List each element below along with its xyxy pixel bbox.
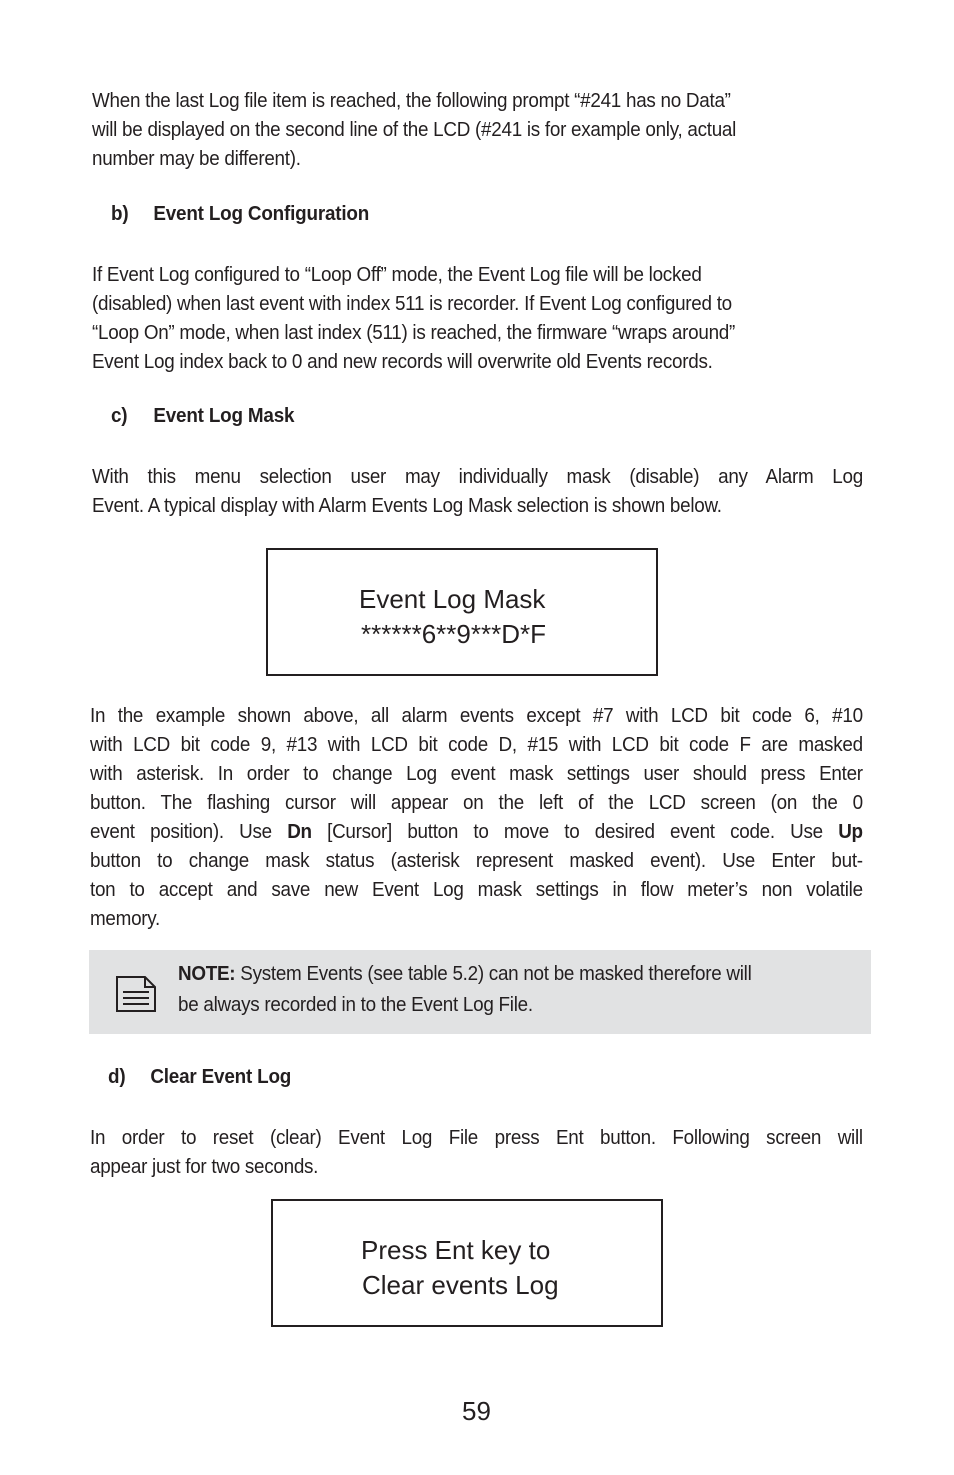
page-number: 59 (462, 1396, 491, 1426)
text-line: In the example shown above, all alarm events except #7 with LCD bit code 6, #10 (90, 704, 863, 727)
lcd-line-1: Press Ent key to (361, 1235, 551, 1265)
text-line (178, 958, 859, 989)
section-title: Clear Event Log (150, 1065, 292, 1088)
text-line: number may be different). (92, 147, 301, 170)
section-c-explanation-paragraph (90, 701, 863, 933)
section-b-paragraph (92, 260, 872, 376)
text-line: ton to accept and save new Event Log mask settings in flow meter’s non volatile (90, 878, 863, 901)
section-d-paragraph (90, 1123, 863, 1181)
text-line: When the last Log file item is reached, the following prompt “#241 has no Data” (92, 89, 731, 112)
text-run: event position). Use (90, 820, 288, 843)
section-label: b) (111, 202, 129, 225)
text-line: “Loop On” mode, when last index (511) is reached, the firmware “wraps around” (92, 321, 736, 344)
text-line: with LCD bit code 9, #13 with LCD bit code D, #15 with LCD bit code F are masked (90, 733, 863, 756)
text-line: With this menu selection user may individually mask (disable) any Alarm Log (92, 465, 863, 488)
note-text (178, 958, 859, 1020)
section-d-heading (108, 1065, 291, 1089)
section-c-heading (111, 404, 294, 428)
lcd-line-2: ******6**9***D*F (361, 619, 546, 649)
intro-paragraph (92, 86, 863, 173)
section-title: Event Log Configuration (153, 202, 370, 225)
lcd-line-2: Clear events Log (362, 1270, 559, 1300)
note-icon (115, 975, 157, 1013)
text-line: memory. (90, 907, 161, 930)
text-line: Event Log index back to 0 and new records will overwrite old Events records. (92, 350, 713, 373)
note-label: NOTE: (178, 962, 236, 985)
lcd-display-clear-event-log (271, 1199, 663, 1327)
text-line: appear just for two seconds. (90, 1155, 319, 1178)
text-line: be always recorded in to the Event Log File. (178, 993, 533, 1016)
text-line: (disabled) when last event with index 511 is recorder. If Event Log configured to (92, 292, 732, 315)
dn-key-label: Dn (287, 820, 312, 843)
section-c-paragraph (92, 462, 863, 520)
text-run: System Events (see table 5.2) can not be masked therefore will (235, 962, 752, 985)
text-line (90, 817, 863, 846)
text-line: Event. A typical display with Alarm Events Log Mask selection is shown below. (92, 494, 722, 517)
section-title: Event Log Mask (153, 404, 295, 427)
text-line: button. The flashing cursor will appear on the left of the LCD screen (on the 0 (90, 791, 863, 814)
text-run: [Cursor] button to move to desired event code. Use (311, 820, 839, 843)
text-line: with asterisk. In order to change Log event mask settings user should press Enter (90, 762, 863, 785)
text-line: button to change mask status (asterisk represent masked event). Use Enter but- (90, 849, 863, 872)
section-b-heading (111, 202, 369, 226)
lcd-line-1: Event Log Mask (359, 584, 546, 614)
section-label: c) (111, 404, 128, 427)
lcd-display-event-log-mask (266, 548, 658, 676)
text-line: will be displayed on the second line of the LCD (#241 is for example only, actual (92, 118, 737, 141)
up-key-label: Up (838, 820, 863, 843)
section-label: d) (108, 1065, 126, 1088)
text-line: In order to reset (clear) Event Log File press Ent button. Following screen will (90, 1126, 863, 1149)
text-line: If Event Log configured to “Loop Off” mode, the Event Log file will be locked (92, 263, 702, 286)
